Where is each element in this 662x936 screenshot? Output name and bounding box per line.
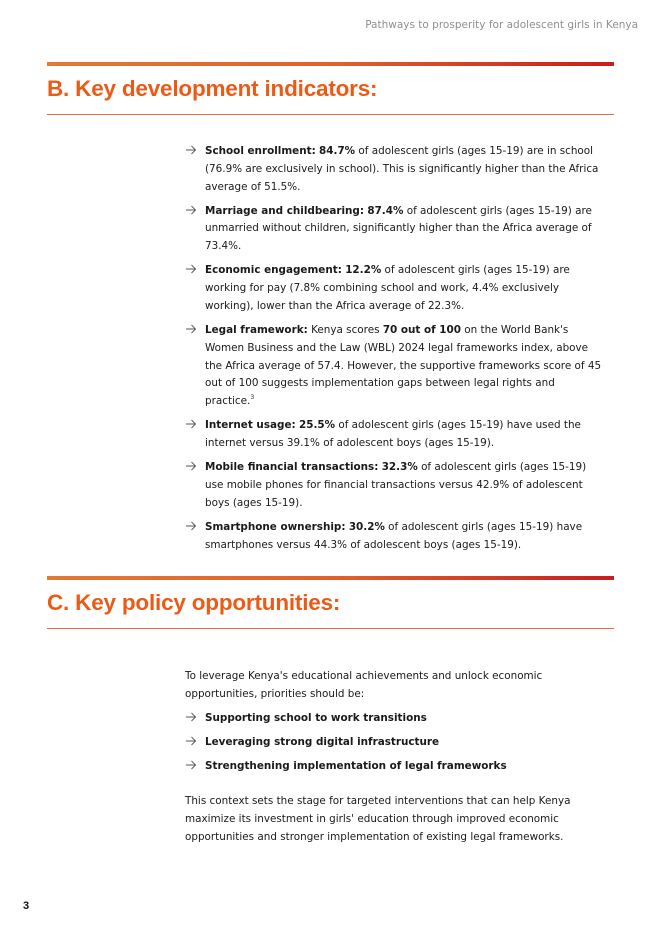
indicator-text: of adolescent girls (ages 15-19) have smartphones versus 44.3% of adolescent boys (ages 15-19). <box>205 520 583 551</box>
indicator-label: Internet usage: <box>205 419 296 432</box>
indicator-item <box>185 459 605 512</box>
indicator-value: 32.3% <box>381 461 418 474</box>
arrow-right-icon <box>185 759 197 771</box>
priorities-list <box>185 710 605 782</box>
priority-item <box>185 758 605 776</box>
section-b-divider <box>47 114 614 115</box>
section-c-accent-bar <box>47 576 614 580</box>
arrow-right-icon <box>185 204 197 216</box>
page-number: 3 <box>23 900 30 912</box>
indicator-label: Economic engagement: <box>205 264 342 277</box>
section-b-title: B. Key development indicators: <box>47 76 378 101</box>
priority-label: Supporting school to work transitions <box>205 712 427 724</box>
arrow-right-icon <box>185 323 197 335</box>
indicator-text: of adolescent girls (ages 15-19) are in school (76.9% are exclusively in school). This is significantly higher than the Africa average of 51.5%. <box>205 145 599 193</box>
indicator-value: 87.4% <box>367 204 404 217</box>
arrow-right-icon <box>185 735 197 747</box>
indicator-label: Marriage and childbearing: <box>205 204 365 217</box>
indicator-text: of adolescent girls (ages 15-19) use mobile phones for financial transactions versus 42.9% of adolescent boys (ages 15-19). <box>205 461 587 509</box>
indicator-label: School enrollment: <box>205 145 316 157</box>
indicator-item <box>185 262 605 315</box>
indicator-value: 84.7% <box>319 145 356 157</box>
priority-label: Leveraging strong digital infrastructure <box>205 735 440 748</box>
indicator-value: 30.2% <box>348 520 385 533</box>
indicators-list <box>185 143 605 561</box>
closing-paragraph: This context sets the stage for targeted interventions that can help Kenya maximize its investment in girls' education through improved economic opportunities and stronger implementation of existing legal frameworks. <box>185 795 571 843</box>
priority-item <box>185 710 605 728</box>
indicator-value: 25.5% <box>298 419 336 432</box>
arrow-right-icon <box>185 418 197 430</box>
indicator-text: of adolescent girls (ages 15-19) have used the internet versus 39.1% of adolescent boys (ages 15-19). <box>205 419 581 450</box>
arrow-right-icon <box>185 460 197 472</box>
indicator-item <box>185 143 605 196</box>
indicator-text: of adolescent girls (ages 15-19) are unmarried without children, significantly higher than the Africa average of 73.4%. <box>205 204 592 253</box>
priority-item <box>185 734 605 752</box>
section-b-accent-bar <box>47 62 614 66</box>
indicator-item <box>185 322 605 411</box>
priority-label: Strengthening implementation of legal frameworks <box>205 759 507 772</box>
running-header: Pathways to prosperity for adolescent girls in Kenya <box>365 19 638 31</box>
indicator-item <box>185 519 605 555</box>
arrow-right-icon <box>185 144 197 156</box>
section-c-divider <box>47 628 614 629</box>
indicator-text: on the World Bank's Women Business and the Law (WBL) 2024 legal frameworks index, above the Africa average of 57.4. However, the supportive frameworks score of 45 out of 100 suggests implementation gaps between legal rights and practice. <box>205 324 602 408</box>
indicator-item <box>185 417 605 453</box>
indicator-item <box>185 203 605 256</box>
indicator-text-pre: Kenya scores <box>307 324 383 337</box>
arrow-right-icon <box>185 520 197 532</box>
section-b-header <box>47 62 614 115</box>
arrow-right-icon <box>185 263 197 275</box>
indicator-text: of adolescent girls (ages 15-19) are working for pay (7.8% combining school and work, 4.4% exclusively working), lower than the Africa average of 22.3%. <box>205 264 570 312</box>
arrow-right-icon <box>185 711 197 723</box>
indicator-value: 12.2% <box>345 264 382 277</box>
indicator-label: Legal framework: <box>205 324 308 337</box>
indicator-score: 70 out of 100 <box>382 324 461 337</box>
indicator-label: Mobile financial transactions: <box>205 461 379 474</box>
policy-intro-paragraph: To leverage Kenya's educational achievements and unlock economic opportunities, priorities should be: <box>185 670 543 700</box>
section-c-title: C. Key policy opportunities: <box>47 590 341 615</box>
section-c-header <box>47 576 614 629</box>
footnote-marker: 3 <box>250 394 255 402</box>
indicator-label: Smartphone ownership: <box>205 520 346 533</box>
